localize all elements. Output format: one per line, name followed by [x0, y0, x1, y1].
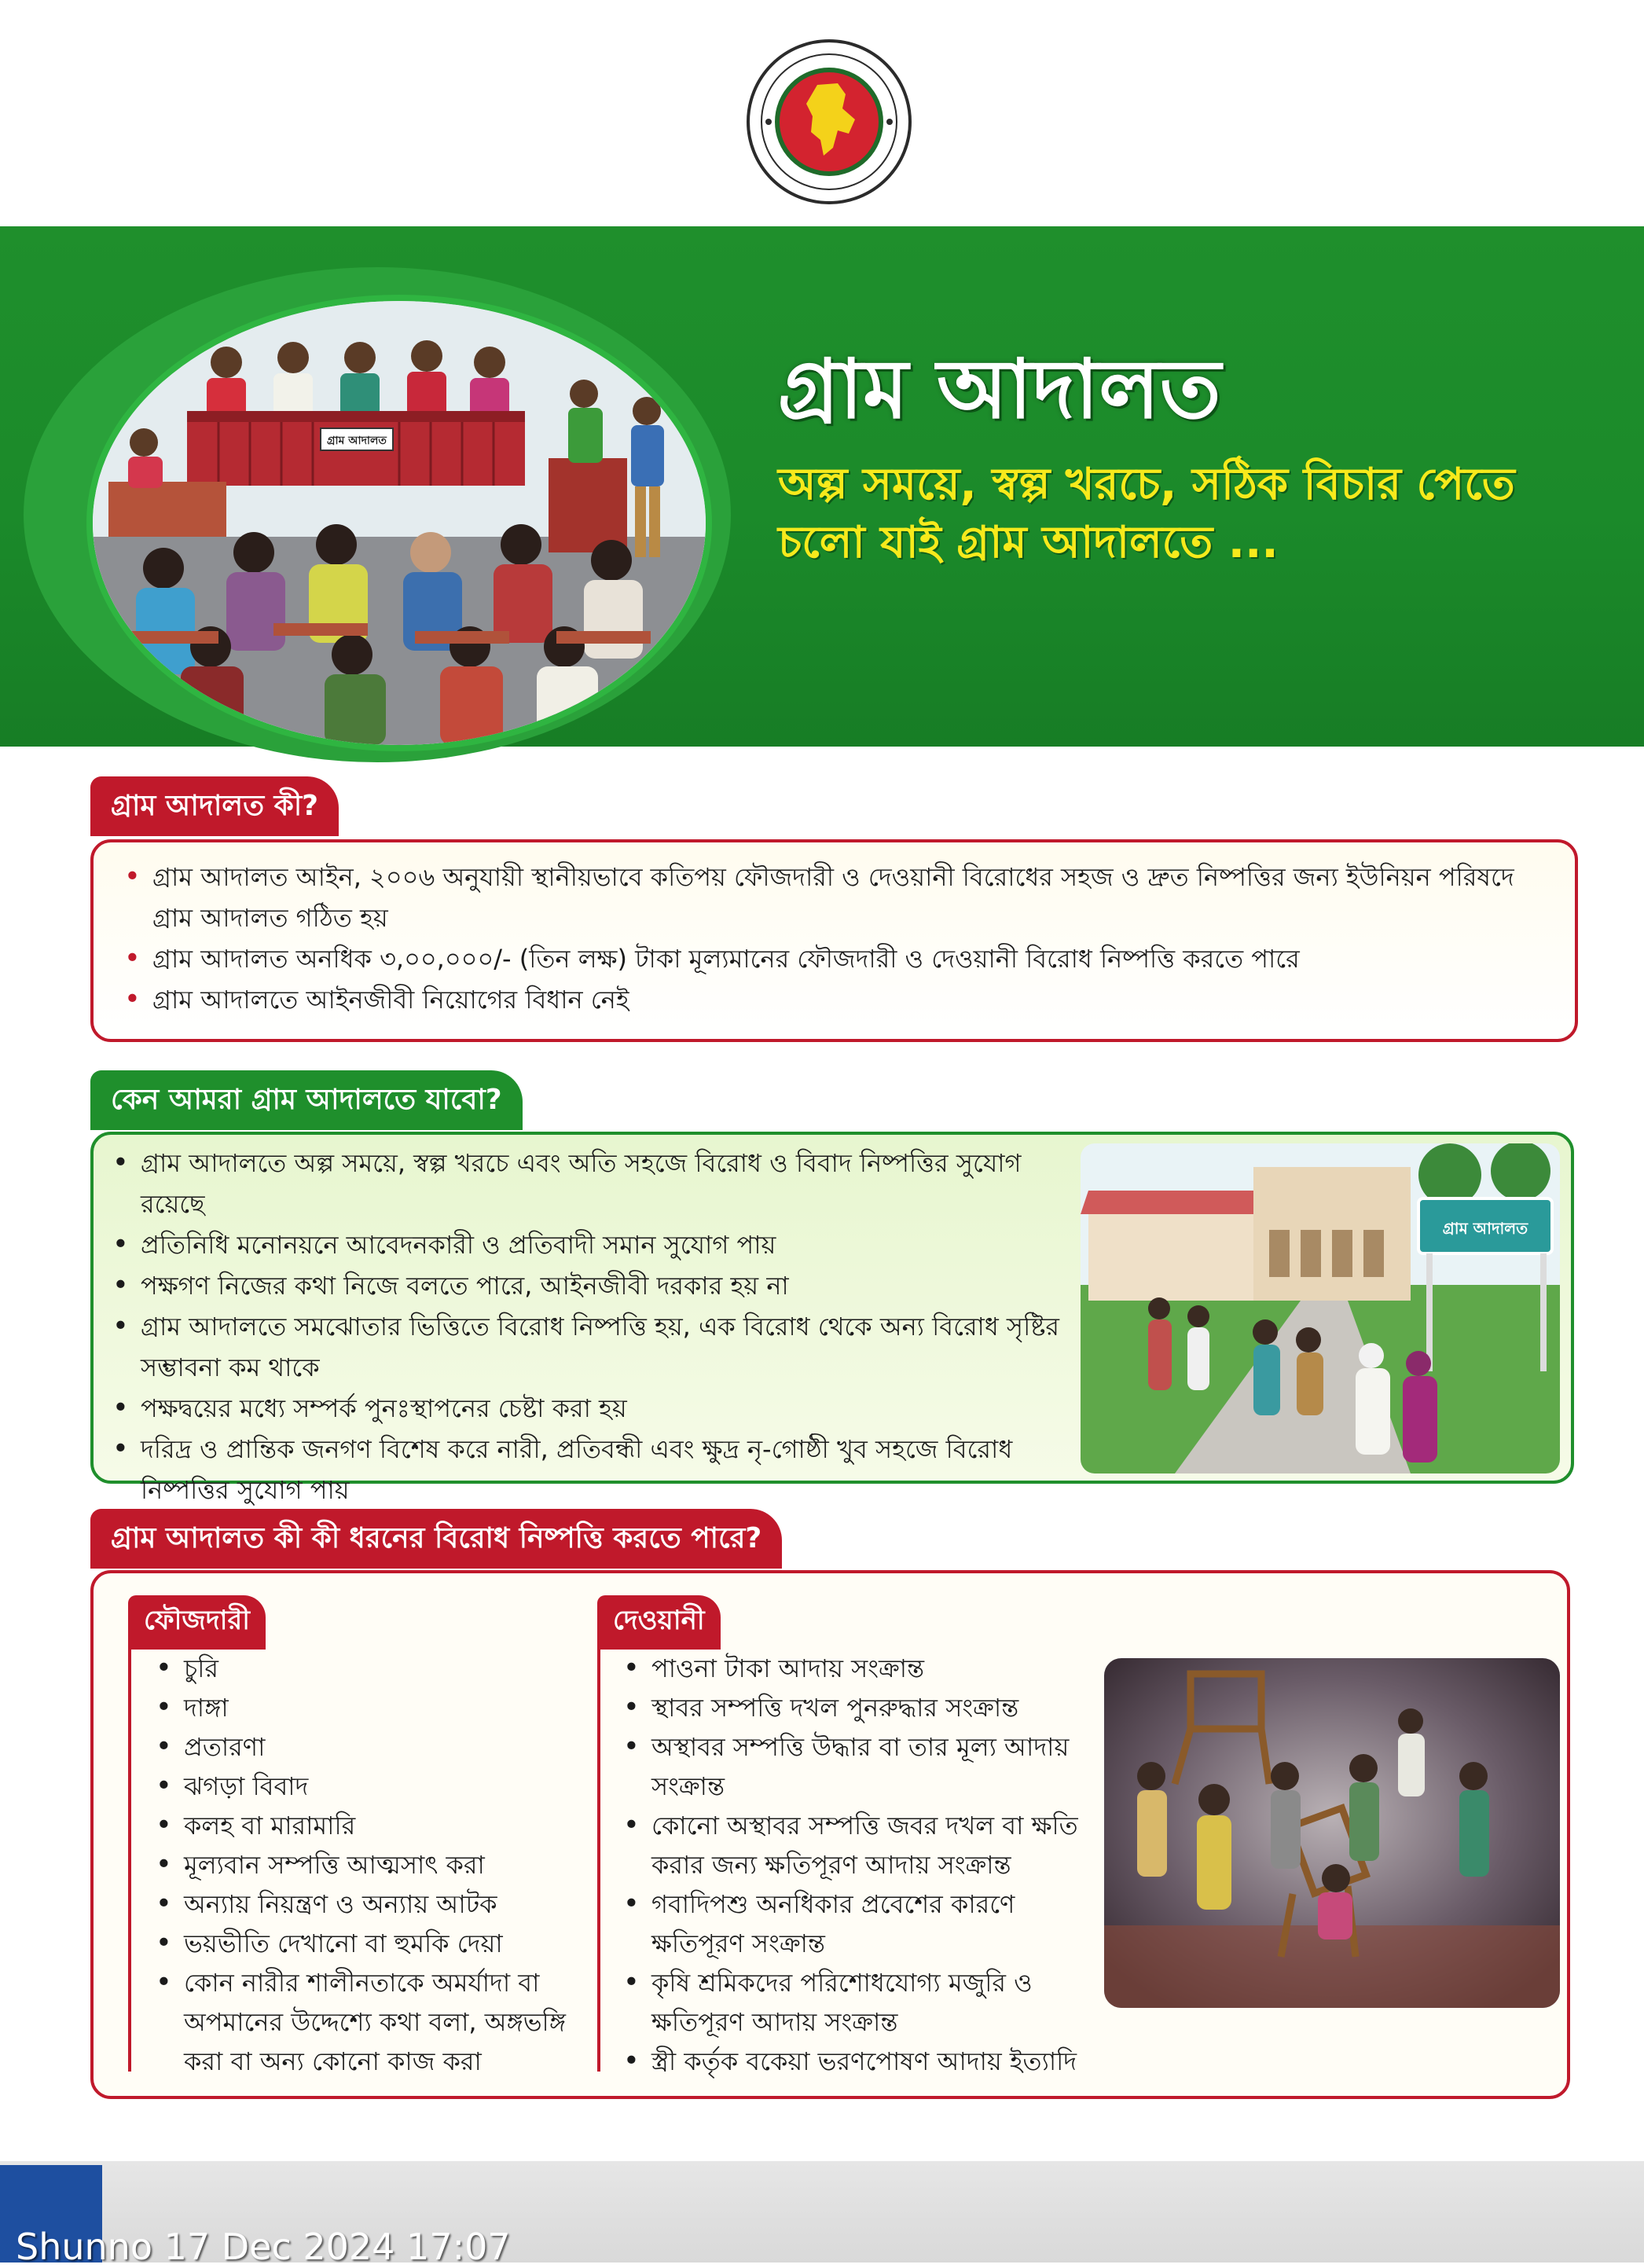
list-item: • কোন নারীর শালীনতাকে অমর্যাদা বা অপমানের উদ্দেশ্যে কথা বলা, অঙ্গভঙ্গি করা বা অন্য কোনো কাজ করা	[149, 1963, 574, 2081]
list-item: • পক্ষদ্বয়ের মধ্যে সম্পর্ক পুনঃস্থাপনের চেষ্টা করা হয়	[106, 1388, 1081, 1429]
section-why-go-tab: কেন আমরা গ্রাম আদালতে যাবো?	[90, 1070, 523, 1130]
criminal-divider	[128, 1639, 131, 2072]
criminal-tab: ফৌজদারী	[128, 1595, 266, 1650]
section-what-is-tab: গ্রাম আদালত কী?	[90, 776, 339, 836]
civil-tab: দেওয়ানী	[597, 1595, 721, 1650]
section-why-go-list	[106, 1143, 1081, 1510]
list-item: • গ্রাম আদালত অনধিক ৩,০০,০০০/- (তিন লক্ষ) টাকা মূল্যমানের ফৌজদারী ও দেওয়ানী বিরোধ নিষ্পত্তি করতে পারে	[118, 938, 1548, 979]
list-item: • কলহ বা মারামারি	[149, 1806, 574, 1845]
dispute-illustration	[1104, 1658, 1560, 2008]
list-item: • গ্রাম আদালতে অল্প সময়ে, স্বল্প খরচে এবং অতি সহজে বিরোধ ও বিবাদ নিষ্পত্তির সুযোগ রয়েছে	[106, 1143, 1081, 1224]
list-item: • প্রতিনিধি মনোনয়নে আবেদনকারী ও প্রতিবাদী সমান সুযোগ পায়	[106, 1224, 1081, 1265]
court-sign-text: গ্রাম আদালত	[327, 435, 387, 447]
list-item: • গ্রাম আদালতে আইনজীবী নিয়োগের বিধান নেই	[118, 979, 1548, 1020]
list-item: • মূল্যবান সম্পত্তি আত্মসাৎ করা	[149, 1845, 574, 1884]
section-what-is-list	[118, 857, 1548, 1020]
village-court-illustration	[86, 295, 712, 751]
tagline-line-2: চলো যাই গ্রাম আদালতে ...	[778, 516, 1279, 568]
list-item: • কৃষি শ্রমিকদের পরিশোধযোগ্য মজুরি ও ক্ষতিপূরণ আদায় সংক্রান্ত	[617, 1963, 1088, 2042]
list-item: • প্রতারণা	[149, 1727, 574, 1767]
tagline	[778, 456, 1627, 572]
sign-text: গ্রাম আদালত	[1442, 1219, 1528, 1238]
list-item: • দাঙ্গা	[149, 1688, 574, 1727]
list-item: • গবাদিপশু অনধিকার প্রবেশের কারণে ক্ষতিপূরণ সংক্রান্ত	[617, 1884, 1088, 1963]
list-item: • গ্রাম আদালত আইন, ২০০৬ অনুযায়ী স্থানীয়ভাবে কতিপয় ফৌজদারী ও দেওয়ানী বিরোধের সহজ ও দ্রুত নিষ্পত্তির জন্য ইউনিয়ন পরিষদে গ্রাম আদালত গঠিত হয়	[118, 857, 1548, 938]
union-parishad-illustration	[1081, 1143, 1560, 1473]
list-item: • স্থাবর সম্পত্তি দখল পুনরুদ্ধার সংক্রান্ত	[617, 1688, 1088, 1727]
list-item: • চুরি	[149, 1649, 574, 1688]
photo-timestamp: Shunno 17 Dec 2024 17:07	[16, 2226, 511, 2268]
tagline-line-1: অল্প সময়ে, স্বল্প খরচে, সঠিক বিচার পেতে	[778, 459, 1515, 510]
list-item: • পক্ষগণ নিজের কথা নিজে বলতে পারে, আইনজীবী দরকার হয় না	[106, 1265, 1081, 1306]
civil-divider	[597, 1639, 600, 2072]
government-seal-logo	[745, 38, 913, 206]
list-item: • ভয়ভীতি দেখানো বা হুমকি দেয়া	[149, 1924, 574, 1963]
list-item: • স্ত্রী কর্তৃক বকেয়া ভরণপোষণ আদায় ইত্যাদি	[617, 2042, 1088, 2081]
list-item: • দরিদ্র ও প্রান্তিক জনগণ বিশেষ করে নারী, প্রতিবন্ধী এবং ক্ষুদ্র নৃ-গোষ্ঠী খুব সহজে বিরোধ নিষ্পত্তির সুযোগ পায়	[106, 1429, 1081, 1510]
list-item: • অন্যায় নিয়ন্ত্রণ ও অন্যায় আটক	[149, 1884, 574, 1924]
section-dispute-types-tab: গ্রাম আদালত কী কী ধরনের বিরোধ নিষ্পত্তি করতে পারে?	[90, 1509, 782, 1569]
page-title: গ্রাম আদালত	[778, 341, 1221, 437]
list-item: • অস্থাবর সম্পত্তি উদ্ধার বা তার মূল্য আদায় সংক্রান্ত	[617, 1727, 1088, 1806]
list-item: • ঝগড়া বিবাদ	[149, 1767, 574, 1806]
list-item: • কোনো অস্থাবর সম্পত্তি জবর দখল বা ক্ষতি করার জন্য ক্ষতিপূরণ আদায় সংক্রান্ত	[617, 1806, 1088, 1884]
criminal-list	[149, 1649, 574, 2081]
civil-list	[617, 1649, 1088, 2081]
list-item: • পাওনা টাকা আদায় সংক্রান্ত	[617, 1649, 1088, 1688]
list-item: • গ্রাম আদালতে সমঝোতার ভিত্তিতে বিরোধ নিষ্পত্তি হয়, এক বিরোধ থেকে অন্য বিরোধ সৃষ্টির সম্ভাবনা কম থাকে	[106, 1306, 1081, 1388]
